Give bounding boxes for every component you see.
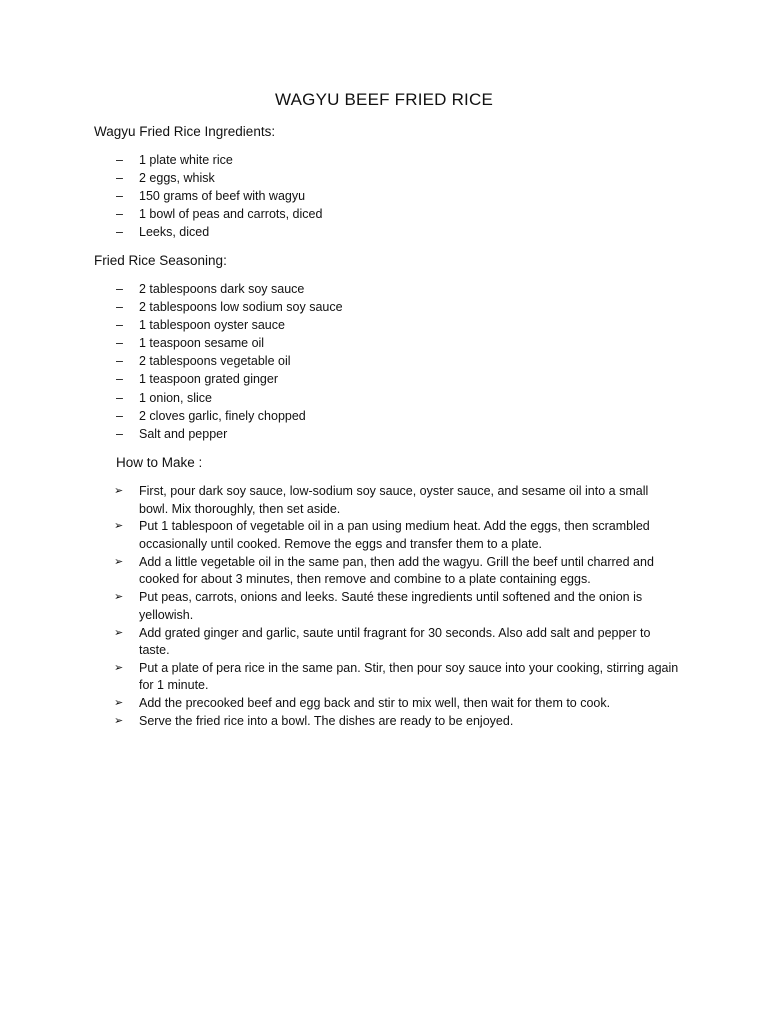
- recipe-title: WAGYU BEEF FRIED RICE: [275, 90, 493, 109]
- dash-bullet: –: [116, 372, 123, 387]
- dash-bullet: –: [116, 207, 123, 222]
- arrow-bullet-icon: ➢: [114, 661, 124, 674]
- step-item: ➢ First, pour dark soy sauce, low-sodium soy sauce, oyster sauce, and sesame oil into a small bowl. Mix thoroughly, then set aside.: [114, 484, 649, 516]
- dash-bullet: –: [116, 408, 123, 423]
- arrow-bullet-icon: ➢: [114, 555, 124, 568]
- arrow-bullet-icon: ➢: [114, 715, 124, 728]
- dash-bullet: –: [116, 171, 123, 186]
- how-to-heading: How to Make :: [116, 455, 203, 470]
- arrow-bullet-icon: ➢: [114, 626, 124, 639]
- dash-bullet: –: [116, 426, 123, 441]
- arrow-bullet-icon: ➢: [114, 697, 124, 710]
- dash-bullet: –: [116, 318, 123, 333]
- dash-bullet: –: [116, 225, 123, 240]
- step-item: ➢ Serve the fried rice into a bowl. The dishes are ready to be enjoyed.: [0, 713, 679, 731]
- arrow-bullet-icon: ➢: [114, 485, 124, 497]
- steps-list: [0, 483, 679, 731]
- seasoning-heading: Fried Rice Seasoning:: [94, 253, 227, 268]
- dash-bullet: –: [116, 153, 123, 167]
- dash-bullet: –: [116, 354, 123, 369]
- ingredients-heading: Wagyu Fried Rice Ingredients:: [94, 124, 276, 139]
- document-page: WAGYU BEEF FRIED RICE Wagyu Fried Rice Ingredients: – 1 plate white rice – 2 eggs, whisk – 150 grams of beef with wagyu – 1 bowl of peas and carrots, diced – Leeks, diced Fried Rice Seasoning: – 2 tablespoons dark soy sauce – 2 tablespoons low sodium soy sauce – 1 tablespoon oyster sauce – 1 teaspoon sesame oil – 2 tablespoons vegetable oil – 1 teaspoon grated ginger – 1 onion, slice – 2 cloves garlic, finely chopped – Salt and pepper How to Make : ➢ First, pour dark soy sauce, low-sodium soy sauce, oyster sauce, and sesame oil into a small bowl. Mix thoroughly, then set aside. ➢ Put 1 tablespoon of vegetable oil in a pan using medium heat. Add the eggs, then scrambled occasionally until cooked. Remove the eggs and transfer them to a plate. ➢ Add a little vegetable oil in the same pan, then add the wagyu. Grill the beef until charred and cooked for about 3 minutes, then remove and combine to a plate containing eggs. ➢ Put peas, carrots, onions and leeks. Sauté these ingredients until softened and the onion is yellowish. ➢ Add grated ginger and garlic, saute until fragrant for 30 seconds. Also add salt and pepper to taste. ➢ Put a plate of pera rice in the same pan. Stir, then pour soy sauce into your cooking, stirring again for 1 minute. ➢ Add the precooked beef and egg back and stir to mix well, then wait for them to cook. ➢ Serve the fried rice into a bowl. The dishes are ready to be enjoyed.: [0, 0, 768, 1024]
- dash-bullet: –: [116, 336, 123, 351]
- step-item: ➢ Add the precooked beef and egg back and stir to mix well, then wait for them to cook.: [0, 695, 679, 713]
- dash-bullet: –: [116, 282, 123, 296]
- step-item: ➢ Put 1 tablespoon of vegetable oil in a pan using medium heat. Add the eggs, then scrambled occasionally until cooked. Remove the eggs and transfer them to a plate.: [114, 519, 650, 551]
- step-item: ➢ Put a plate of pera rice in the same pan. Stir, then pour soy sauce into your cooking, stirring again for 1 minute.: [114, 660, 679, 693]
- arrow-bullet-icon: ➢: [114, 591, 124, 604]
- step-item: ➢ Add grated ginger and garlic, saute until fragrant for 30 seconds. Also add salt and pepper to taste.: [114, 625, 651, 658]
- dash-bullet: –: [116, 390, 123, 405]
- step-item: ➢ Add a little vegetable oil in the same pan, then add the wagyu. Grill the beef until charred and cooked for about 3 minutes, then remove and combine to a plate containing eggs.: [114, 554, 654, 587]
- step-item: ➢ Put peas, carrots, onions and leeks. Sauté these ingredients until softened and the onion is yellowish.: [114, 590, 643, 622]
- dash-bullet: –: [116, 189, 123, 204]
- dash-bullet: –: [116, 300, 123, 315]
- arrow-bullet-icon: ➢: [114, 520, 124, 533]
